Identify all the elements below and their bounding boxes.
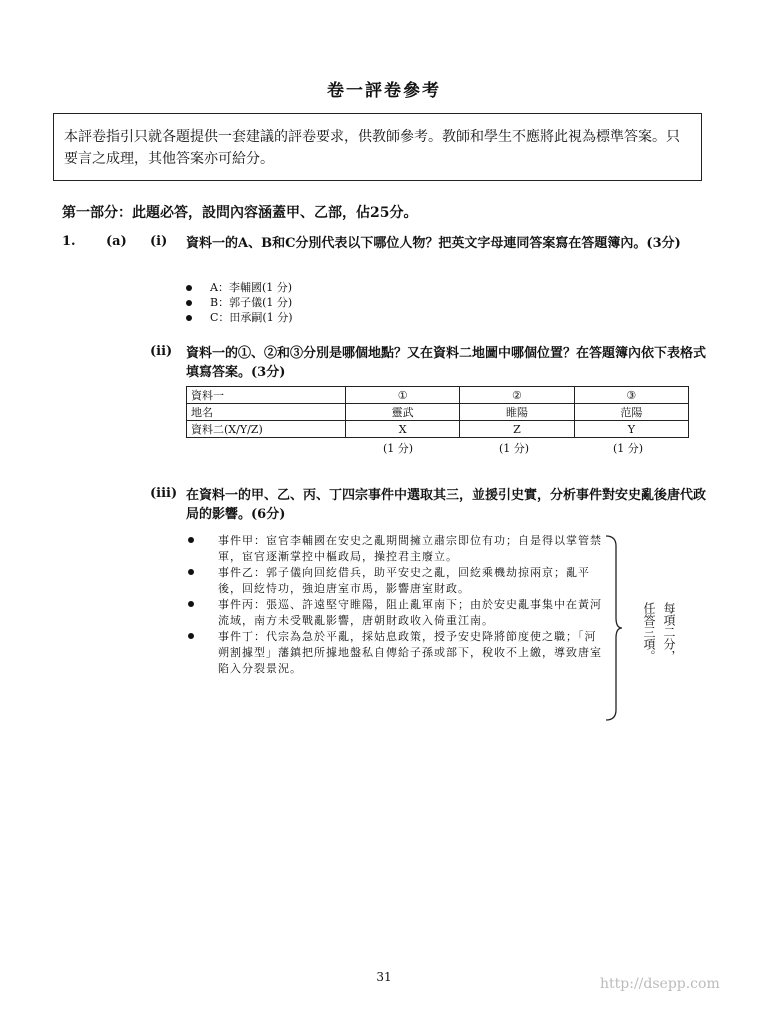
- bullet-icon: [186, 285, 192, 291]
- table-cell: X: [346, 421, 460, 438]
- event-list: [186, 533, 606, 677]
- answer-table: [186, 386, 689, 438]
- table-row: [187, 421, 689, 438]
- list-item: B：郭子儀(1 分): [186, 295, 293, 310]
- question-part-label: (a): [106, 234, 127, 249]
- bullet-icon: [188, 601, 194, 607]
- subquestion-ii-text: 資料一的①、②和③分別是哪個地點？又在資料二地圖中哪個位置？在答題簿內依下表格式填寫答案。(3分): [186, 346, 707, 380]
- table-cell: ③: [574, 387, 688, 404]
- list-item: C：田承嗣(1 分): [186, 310, 293, 325]
- answer-list-i: [186, 280, 293, 325]
- list-item: A：李輔國(1 分): [186, 280, 293, 295]
- table-cell: 資料二(X/Y/Z): [187, 421, 346, 438]
- scoring-note: 任答三項。: [642, 602, 656, 662]
- bullet-icon: [188, 569, 194, 575]
- scoring-note: 每項二分，: [662, 602, 676, 662]
- part-heading: 第一部分：此題必答，設問內容涵蓋甲、乙部，佔25分。: [62, 205, 418, 221]
- table-cell: 資料一: [187, 387, 346, 404]
- table-cell: Z: [460, 421, 574, 438]
- table-cell: 地名: [187, 404, 346, 421]
- list-item: 事件丁：代宗為急於平亂，採姑息政策，授予安史降將節度使之職；「河朔割據型」藩鎮把所據地盤私自傳給子孫或部下，稅收不上繳，導致唐室陷入分裂景況。: [186, 629, 606, 677]
- subquestion-i-text: 資料一的A、B和C分別代表以下哪位人物？把英文字母連同答案寫在答題簿內。(3分): [186, 236, 681, 251]
- table-cell: 睢陽: [460, 404, 574, 421]
- subquestion-i-label: (i): [150, 234, 168, 249]
- list-item: 事件乙：郭子儀向回紇借兵，助平安史之亂，回紇乘機劫掠兩京；亂平後，回紇恃功，強迫唐室市馬，影響唐室財政。: [186, 565, 606, 597]
- subquestion-iii-label: (iii): [150, 486, 178, 501]
- score-label: (1 分): [382, 442, 414, 455]
- page-number: 31: [376, 970, 392, 984]
- bullet-icon: [186, 300, 192, 306]
- score-label: (1 分): [612, 442, 644, 455]
- list-item: 事件丙：張巡、許遠堅守睢陽，阻止亂軍南下；由於安史亂事集中在黃河流域，南方未受戰亂影響，唐朝財政收入倚重江南。: [186, 597, 606, 629]
- bracket-icon: [604, 534, 624, 722]
- table-cell: ①: [346, 387, 460, 404]
- page-title: 卷一評卷參考: [327, 81, 441, 101]
- bullet-icon: [188, 537, 194, 543]
- table-cell: 范陽: [574, 404, 688, 421]
- table-row: [187, 387, 689, 404]
- table-cell: 靈武: [346, 404, 460, 421]
- bullet-icon: [186, 315, 192, 321]
- table-cell: Y: [574, 421, 688, 438]
- score-label: (1 分): [498, 442, 530, 455]
- subquestion-ii-label: (ii): [150, 344, 173, 359]
- watermark: http://dsepp.com: [600, 976, 720, 992]
- table-cell: ②: [460, 387, 574, 404]
- bullet-icon: [188, 633, 194, 639]
- table-row: [187, 404, 689, 421]
- instruction-box: 本評卷指引只就各題提供一套建議的評卷要求，供教師參考。教師和學生不應將此視為標準答案。只要言之成理，其他答案亦可給分。: [53, 113, 702, 181]
- question-number: 1.: [62, 234, 76, 249]
- subquestion-iii-text: 在資料一的甲、乙、丙、丁四宗事件中選取其三，並援引史實，分析事件對安史亂後唐代政局的影響。(6分): [186, 488, 707, 522]
- list-item: 事件甲：宦官李輔國在安史之亂期間擁立肅宗即位有功；自是得以掌管禁軍，宦官逐漸掌控中樞政局，操控君主廢立。: [186, 533, 606, 565]
